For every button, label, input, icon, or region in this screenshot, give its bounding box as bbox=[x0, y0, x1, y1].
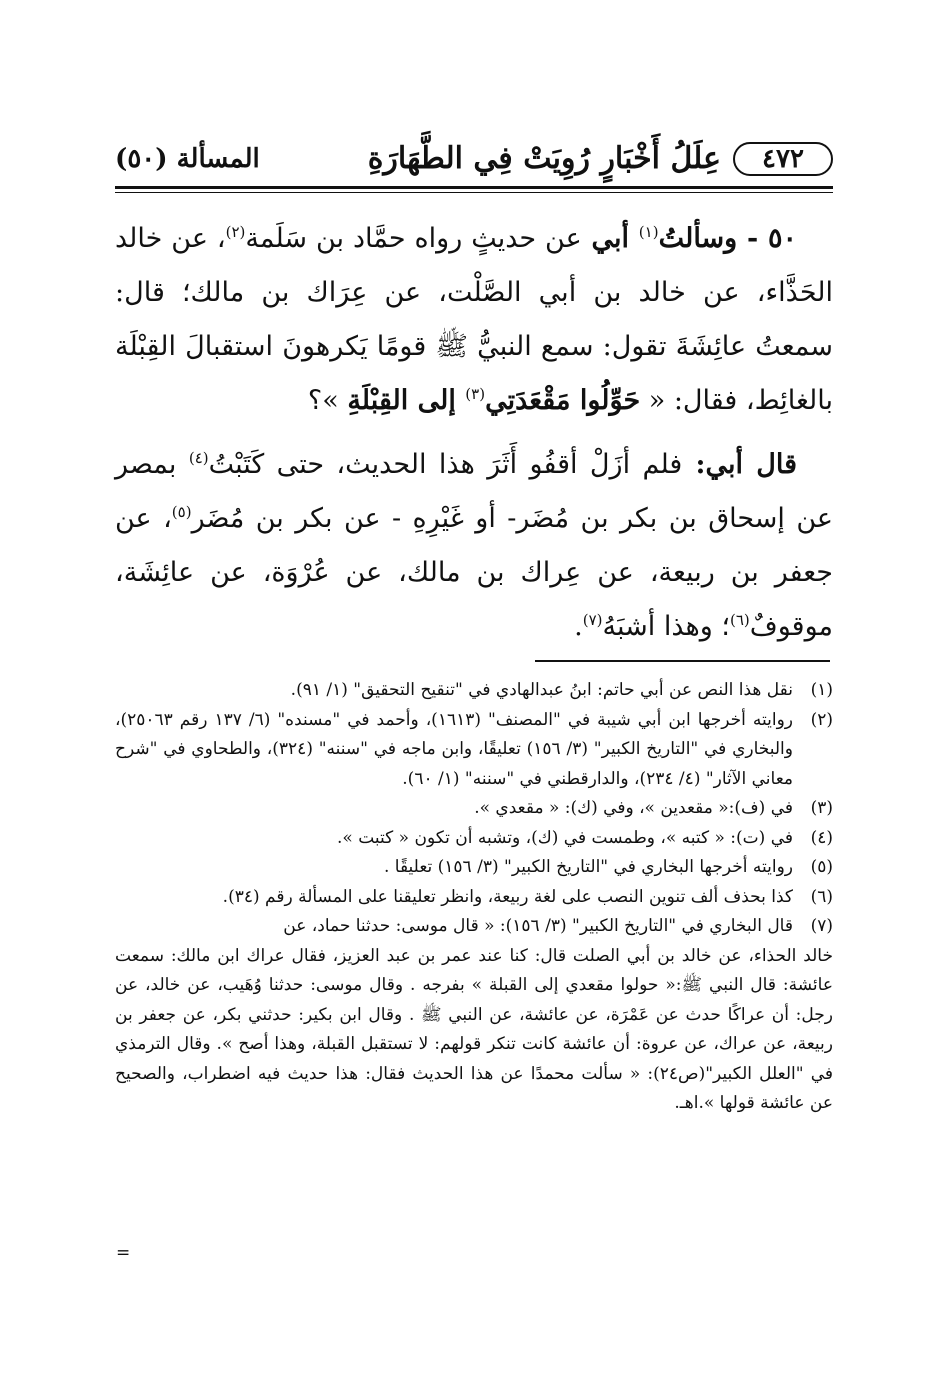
footnote-text: روايته أخرجها ابن أبي شيبة في "المصنف" (١٦١٣)، وأحمد في "مسنده" (٦/ ١٣٧ رقم ٢٥٠٦٣)، والبخاري في "التاريخ الكبير" (٣/ ١٥٦) تعليقًا، وابن ماجه في "سننه" (٣٢٤)، والطحاوي في "شرح معاني الآثار" (٤/ ٢٣٤)، والدارقطني في "سننه" (١/ ٦٠). bbox=[115, 709, 793, 789]
footnote bbox=[115, 676, 833, 706]
text-bold: قال أبي: bbox=[682, 449, 797, 480]
page-number: ٤٧٢ bbox=[733, 142, 833, 176]
page-header bbox=[115, 140, 833, 182]
footnote-number: (٥) bbox=[810, 857, 833, 877]
footnote-ref: (٤) bbox=[188, 449, 209, 467]
footnote-text: في (ت): « كتبه »، وطمست في (ك)، وتشبه أن تكون « كتبت ». bbox=[337, 827, 793, 848]
footnote bbox=[115, 794, 833, 824]
footnote-text: نقل هذا النص عن أبي حاتم: ابنُ عبدالهادي في "تنقيح التحقيق" (١/ ٩١). bbox=[290, 680, 793, 700]
footnote-number: (٧) bbox=[810, 916, 833, 936]
text-run: فلم أزَلْ أقفُو أَثَرَ هذا الحديث، حتى كَتَبْتُ bbox=[208, 449, 683, 480]
text-run: ، عن جعفر بن ربيعة، عن عِراك بن مالك، عن عُرْوَة، عن عائِشَة، موقوفٌ bbox=[115, 503, 833, 642]
footnote-ref: (٢) bbox=[225, 223, 246, 241]
hadith-text: حَوِّلُوا مَقْعَدَتِي bbox=[485, 385, 641, 416]
footnote bbox=[115, 706, 833, 795]
header-rule bbox=[115, 186, 833, 189]
issue-number: ٥٠ - bbox=[737, 223, 797, 254]
paragraph-answer bbox=[115, 438, 833, 654]
paragraph-question bbox=[115, 212, 833, 428]
footnote bbox=[115, 883, 833, 913]
footnote-number: (٢) bbox=[810, 709, 833, 730]
text-run: بمصر عن إسحاق بن بكر بن مُضَر- أو غَيْرِهِ - عن بكر بن مُضَر bbox=[115, 449, 833, 534]
footnote-ref: (٦) bbox=[729, 611, 750, 629]
header-rule-thin bbox=[115, 192, 833, 193]
footnote bbox=[115, 853, 833, 883]
text-bold: أبي bbox=[581, 223, 639, 254]
text-run: ، عن خالد الحَذَّاء، عن خالد بن أبي الصَّلْت، عن عِرَاك بن مالك؛ قال: سمعتُ عائِشَةَ تقول: سمع النبيُّ ﷺ قومًا يَكرهونَ استقبالَ القِبْلَة بالغائِط، فقال: « bbox=[115, 223, 833, 416]
text-run: . bbox=[574, 611, 583, 642]
issue-label: المسألة (٥٠) bbox=[115, 144, 260, 174]
footnote-separator bbox=[535, 660, 830, 662]
footnote bbox=[115, 912, 833, 942]
footnote-text: في (ف):« مقعدين »، وفي (ك): « مقعدي ». bbox=[474, 798, 793, 818]
text-run: ؛ وهذا أشبَهُ bbox=[602, 611, 730, 642]
footnote-ref: (٥) bbox=[171, 503, 192, 521]
footnote-number: (١) bbox=[810, 680, 833, 700]
footnote-ref: (٧) bbox=[582, 611, 603, 629]
text-bold: وسألتُ bbox=[658, 223, 738, 254]
footnote-ref: (٣) bbox=[465, 385, 486, 403]
continuation-mark: = bbox=[116, 1243, 131, 1263]
footnote bbox=[115, 824, 833, 854]
footnote-number: (٦) bbox=[810, 886, 833, 907]
footnote-text: قال البخاري في "التاريخ الكبير" (٣/ ١٥٦): « قال موسى: حدثنا حماد، عن bbox=[283, 916, 793, 936]
footnote-text: كذا بحذف ألف تنوين النصب على لغة ربيعة، وانظر تعليقنا على المسألة رقم (٣٤). bbox=[222, 886, 793, 907]
footnote-text: روايته أخرجها البخاري في "التاريخ الكبير" (٣/ ١٥٦) تعليقًا . bbox=[383, 857, 793, 877]
text-run: عن حديثٍ رواه حمَّاد بن سَلَمة bbox=[245, 223, 582, 254]
footnote-number: (٤) bbox=[810, 827, 833, 848]
main-text bbox=[115, 212, 833, 654]
text-run: »؟ bbox=[307, 385, 348, 416]
footnote-number: (٣) bbox=[810, 798, 833, 818]
footnotes bbox=[115, 676, 833, 1119]
book-title: عِلَلُ أَخْبَارٍ رُوِيَتْ فِي الطَّهَارَةِ bbox=[367, 141, 721, 176]
footnote-ref: (١) bbox=[638, 223, 659, 241]
footnote-continuation: خالد الحذاء، عن خالد بن أبي الصلت قال: كنا عند عمر بن عبد العزيز، فقال عراك ابن مالك: سمعت عائشة: قال النبي ﷺ:« حولوا مقعدي إلى القبلة » بفرجه . وقال موسى: حدثنا وُهَيب، عن خالد، عن رجل: أن عراكًا حدث عن عَمْرَة، عن عائشة، عن النبي ﷺ . وقال ابن بكير: حدثني بكر، عن جعفر بن ربيعة، عن عراك، عن عروة: أن عائشة كانت تنكر قولهم: لا تستقبل القبلة، وهذا أصح ». وقال الترمذي في "العلل الكبير"(ص٢٤): « سألت محمدًا عن هذا الحديث فقال: هذا حديث فيه اضطراب، والصحيح عن عائشة قولها ».اهـ. bbox=[115, 945, 833, 1113]
hadith-text: إلى القِبْلَةِ bbox=[347, 385, 466, 416]
